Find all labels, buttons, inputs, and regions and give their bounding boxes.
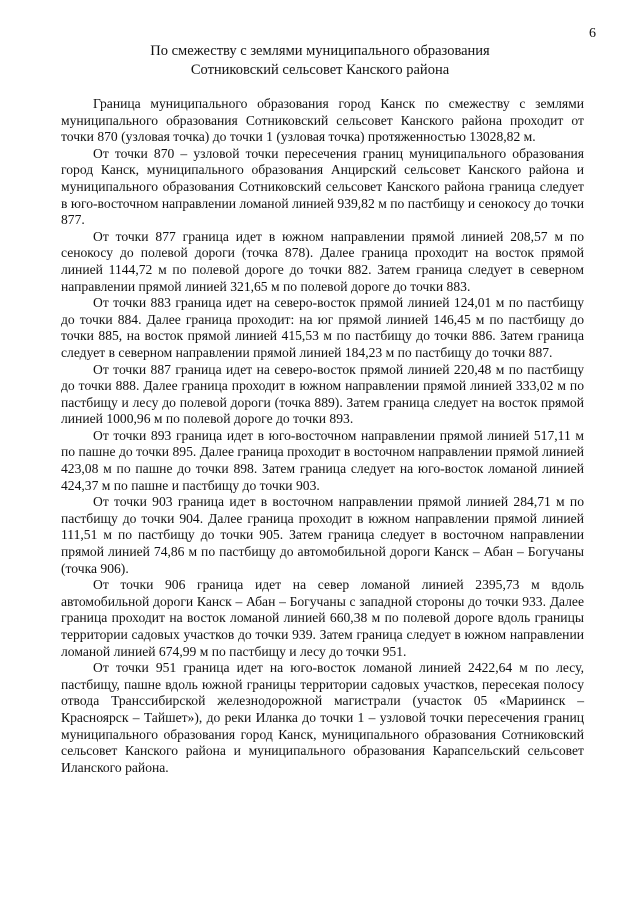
section-title <box>60 42 580 80</box>
page-number: 6 <box>589 26 596 41</box>
paragraph-5: От точки 887 граница идет на северо-восток прямой линией 220,48 м по пастбищу до точки 888. Далее граница проходит в южном направлении прямой линией 333,02 м по пастбищу и лесу до полевой дороги (точка 889). Затем граница следует на восток прямой линией 1000,96 м по полевой дороге до точки 893. <box>61 361 584 427</box>
paragraph-2: От точки 870 – узловой точки пересечения границ муниципального образования город Канск, муниципального образования Анцирский сельсовет Канского района и муниципального образования Сотниковский сельсовет Канского района граница следует в юго-восточном направлении ломаной линией 939,82 м по пастбищу и сенокосу до точки 877. <box>61 145 584 228</box>
paragraph-3: От точки 877 граница идет в южном направлении прямой линией 208,57 м по сенокосу до полевой дороги (точка 878). Далее граница проходит на восток прямой линией 1144,72 м по полевой дороге до точки 882. Затем граница следует в северном направлении прямой линией 321,65 м по полевой дороге до точки 883. <box>61 228 584 294</box>
document-body <box>61 96 584 776</box>
paragraph-6: От точки 893 граница идет в юго-восточном направлении прямой линией 517,11 м по пашне до точки 895. Далее граница проходит в восточном направлении прямой линией 423,08 м по пашне до точки 898. Затем граница следует на юго-восток ломаной линией 424,37 м по пашне и пастбищу до точки 903. <box>61 427 584 493</box>
paragraph-9: От точки 951 граница идет на юго-восток ломаной линией 2422,64 м по лесу, пастбищу, пашне вдоль южной границы территории садовых участков, пересекая полосу отвода Транссибирской железнодорожной магистрали (участок 05 «Мариинск – Красноярск – Тайшет»), до реки Иланка до точки 1 – узловой точки пересечения границ муниципального образования город Канск, муниципального образования Сотниковский сельсовет Канского района и муниципального образования Карапсельский сельсовет Иланского района. <box>61 660 584 775</box>
paragraph-4: От точки 883 граница идет на северо-восток прямой линией 124,01 м по пастбищу до точки 884. Далее граница проходит: на юг прямой линией 146,45 м по пастбищу до точки 885, на восток прямой линией 415,53 м по пастбищу до точки 886. Затем граница следует в северном направлении прямой линией 184,23 м по пастбищу до точки 887. <box>61 295 584 360</box>
paragraph-7: От точки 903 граница идет в восточном направлении прямой линией 284,71 м по пастбищу до точки 904. Далее граница проходит в южном направлении прямой линией 111,51 м по пастбищу до точки 905. Затем граница следует в восточном направлении прямой линией 74,86 м по пастбищу до автомобильной дороги Канск – Абан – Богучаны (точка 906). <box>61 494 584 576</box>
section-title-line-1: По смежеству с землями муниципального образования <box>150 43 490 59</box>
section-title-line-2: Сотниковский сельсовет Канского района <box>190 62 450 78</box>
paragraph-1: Граница муниципального образования город Канск по смежеству с землями муниципального образования Сотниковский сельсовет Канского района проходит от точки 870 (узловая точка) до точки 1 (узловая точка) протяженностью 13028,82 м. <box>61 96 584 145</box>
paragraph-8: От точки 906 граница идет на север ломаной линией 2395,73 м вдоль автомобильной дороги Канск – Абан – Богучаны с западной стороны до точки 933. Далее граница проходит на восток ломаной линией 660,38 м по полевой дороге вдоль границы территории садовых участков до точки 939. Затем граница следует в южном направлении ломаной линией 674,99 м по пастбищу и лесу до точки 951. <box>61 577 584 659</box>
